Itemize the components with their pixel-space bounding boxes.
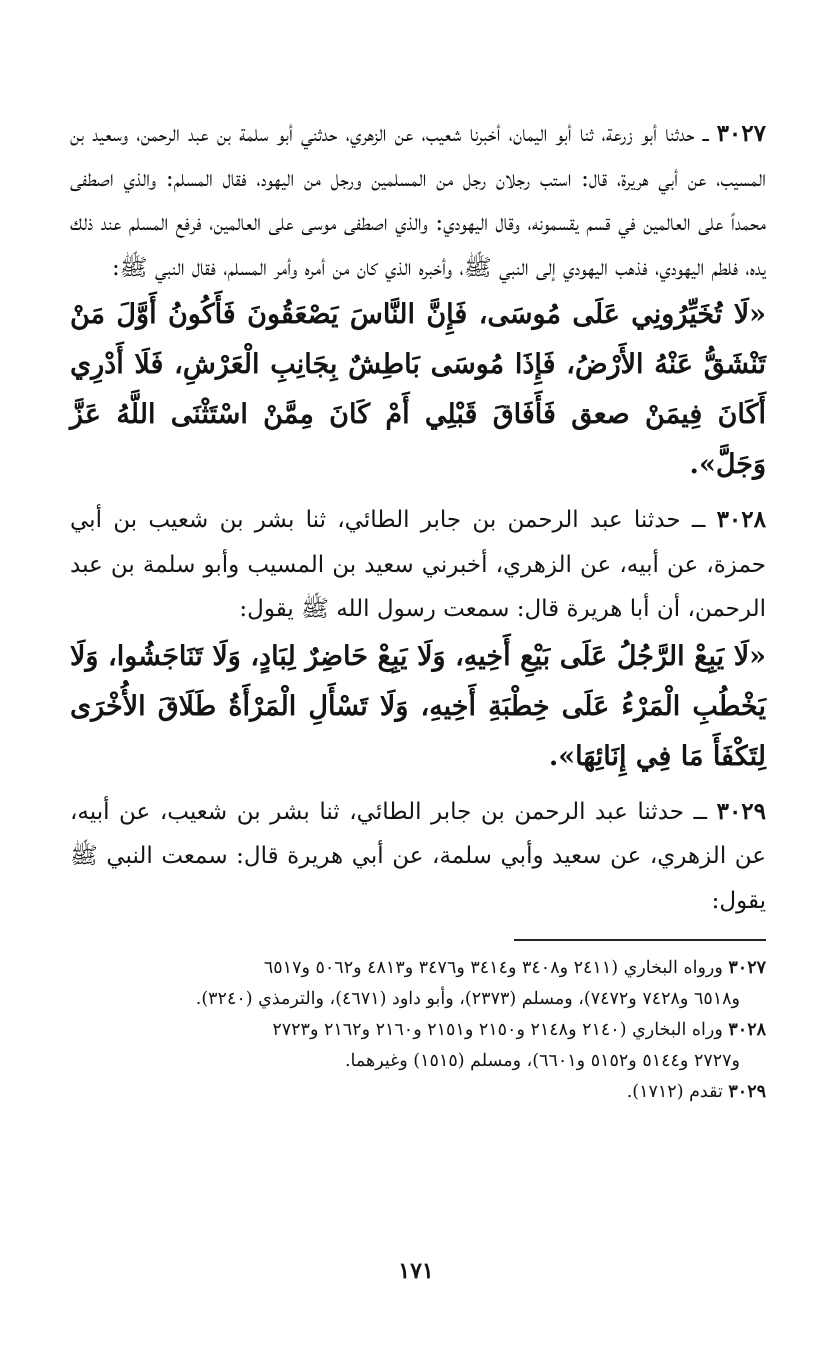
hadith-number: ٣٠٢٧ [716, 120, 766, 147]
hadith-3027 [70, 112, 766, 290]
hadith-number: ٣٠٢٩ [716, 797, 767, 825]
footnote-text: ورواه البخاري (٢٤١١ و٣٤٠٨ و٣٤١٤ و٣٤٧٦ و٤٨١٣ و٥٠٦٢ و٦٥١٧ [263, 958, 729, 978]
footnote-3027 [70, 953, 766, 1015]
hadith-chain: ــ حدثنا أبو زرعة، ثنا أبو اليمان، أخبرنا شعيب، عن الزهري، حدثني أبو سلمة بن عبد الرحمن، وسعيد بن المسيب، عن أبي هريرة، قال: استب رجلان رجل من المسلمين ورجل من اليهود، فقال المسلم: والذي اصطفى محمداً على العالمين في قسم يقسمونه، وقال اليهودي: والذي اصطفى موسى على العالمين، فرفع المسلم عند ذلك يده، فلطم اليهودي، فذهب اليهودي إلى النبي ﷺ، وأخبره الذي كان من أمره وأمر المسلم، فقال النبي ﷺ: [70, 121, 766, 281]
footnote-text: وراه البخاري (٢١٤٠ و٢١٤٨ و٢١٥٠ و٢١٥١ و٢١٦٠ و٢١٦٢ و٢٧٢٣ [272, 1020, 729, 1040]
page-number: ١٧١ [398, 1258, 434, 1284]
footnote-number: ٣٠٢٨ [728, 1020, 766, 1040]
footnote-continuation: و٦٥١٨ و٧٤٢٨ و٧٤٧٢)، ومسلم (٢٣٧٣)، وأبو داود (٤٦٧١)، والترمذي (٣٢٤٠). [195, 989, 740, 1009]
footnote-divider [514, 939, 766, 941]
hadith-number: ٣٠٢٨ [716, 506, 766, 533]
hadith-3028 [70, 498, 766, 632]
footnote-number: ٣٠٢٩ [728, 1082, 766, 1102]
footnote-3029 [70, 1077, 766, 1108]
footnote-3028 [70, 1015, 766, 1077]
hadith-3027-quote: «لَا تُخَيِّرُونِي عَلَى مُوسَى، فَإِنَّ النَّاسَ يَصْعَقُونَ فَأَكُونُ أَوَّلَ مَنْ تَنْشَقُّ عَنْهُ الأَرْضُ، فَإِذَا مُوسَى بَاطِشٌ بِجَانِبِ الْعَرْشِ، فَلَا أَدْرِي أَكَانَ فِيمَنْ صعق فَأَفَاقَ قَبْلِي أَمْ كَانَ مِمَّنْ اسْتَثْنَى اللَّهُ عَزَّ وَجَلَّ». [70, 299, 766, 480]
hadith-chain: ــ حدثنا عبد الرحمن بن جابر الطائي، ثنا بشر بن شعيب بن أبي حمزة، عن أبيه، عن الزهري، أخبرني سعيد بن المسيب وأبو سلمة بن عبد الرحمن، أن أبا هريرة قال: سمعت رسول الله ﷺ يقول: [70, 507, 766, 622]
footnote-number: ٣٠٢٧ [728, 958, 766, 978]
page-body [70, 112, 766, 1108]
footnote-text: تقدم (١٧١٢). [626, 1082, 729, 1102]
hadith-chain: ــ حدثنا عبد الرحمن بن جابر الطائي، ثنا بشر بن شعيب، عن أبيه، عن الزهري، عن سعيد وأبي سلمة، عن أبي هريرة قال: سمعت النبي ﷺ يقول: [70, 798, 766, 914]
hadith-3029 [70, 790, 766, 924]
footnote-continuation: و٢٧٢٧ و٥١٤٤ و٥١٥٢ و٦٦٠١)، ومسلم (١٥١٥) وغيرهما. [344, 1051, 740, 1071]
hadith-3028-quote: «لَا يَبِعْ الرَّجُلُ عَلَى بَيْعِ أَخِيهِ، وَلَا يَبِعْ حَاضِرٌ لِبَادٍ، وَلَا تَنَاجَشُوا، وَلَا يَخْطُبِ الْمَرْءُ عَلَى خِطْبَةِ أَخِيهِ، وَلَا تَسْأَلِ الْمَرْأَةُ طَلَاقَ الأُخْرَى لِتَكْفَأَ مَا فِي إِنَائِهَا». [70, 640, 766, 772]
